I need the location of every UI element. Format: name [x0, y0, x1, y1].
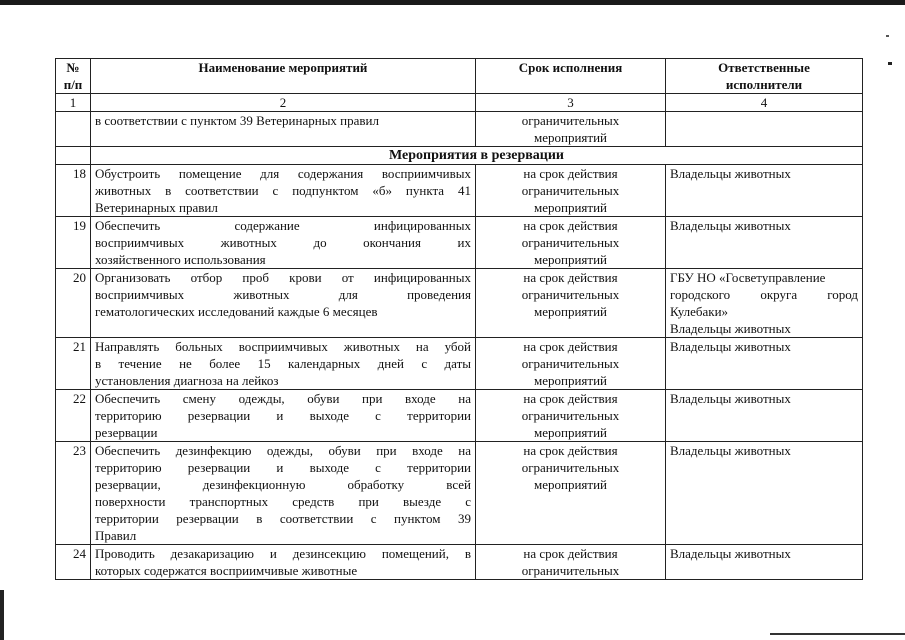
term-line: мероприятий	[534, 304, 607, 319]
measure-name-line: резервации	[95, 425, 158, 440]
term-line: мероприятий	[534, 130, 607, 145]
table-row	[56, 338, 863, 390]
measure-name	[91, 165, 476, 217]
measure-name-line: Правил	[95, 528, 137, 543]
row-number: 24	[56, 545, 91, 580]
column-index: 1	[56, 94, 91, 112]
term-line: ограничительных	[521, 287, 620, 302]
term-line: мероприятий	[534, 373, 607, 388]
responsible-line: Владельцы животных	[670, 166, 791, 181]
scan-edge-mark	[0, 590, 4, 640]
term-line: на срок действия	[523, 443, 618, 458]
measure-name	[91, 338, 476, 390]
section-row	[56, 147, 863, 165]
table-row	[56, 269, 863, 338]
measure-name	[91, 545, 476, 580]
scan-top-border	[0, 0, 905, 5]
measure-name-line: территорию резервации и выходе с территории	[95, 460, 471, 475]
measure-name-line: которых содержатся восприимчивые животные	[95, 563, 358, 578]
measure-name-line: Обеспечить содержание инфицированных	[95, 218, 471, 233]
term-line: на срок действия	[523, 166, 618, 181]
term-line: на срок действия	[523, 218, 618, 233]
column-index: 4	[666, 94, 863, 112]
header-responsible-line: Ответственные	[718, 60, 810, 75]
measure-name-line: Обустроить помещение для содержания восприимчивых	[95, 166, 471, 181]
measure-name-line: резервации, дезинфекционную обработку всей	[95, 477, 471, 492]
measure-name-line: установления диагноза на лейкоз	[95, 373, 279, 388]
term-line: на срок действия	[523, 270, 618, 285]
measure-name-line: восприимчивых животных для проведения	[95, 287, 471, 302]
measure-name-line: поверхности транспортных средств при выезде с	[95, 494, 471, 509]
column-index: 2	[91, 94, 476, 112]
table-row	[56, 442, 863, 545]
measure-name-line: Ветеринарных правил	[95, 200, 218, 215]
continuation-row	[56, 112, 863, 147]
responsible-line: Владельцы животных	[670, 218, 791, 233]
term-line: мероприятий	[534, 477, 607, 492]
measure-name-line: территории резервации в соответствии с пунктом 39	[95, 511, 471, 526]
header-responsible	[666, 59, 863, 94]
scan-edge-mark	[770, 633, 905, 635]
measure-term	[476, 545, 666, 580]
measure-name-line: в течение не более 15 календарных дней с даты	[95, 356, 471, 371]
measure-name-line: Обеспечить смену одежды, обуви при входе на	[95, 391, 471, 406]
table-row	[56, 165, 863, 217]
term-line: ограничительных	[521, 563, 620, 578]
term-line: ограничительных	[521, 183, 620, 198]
responsible-line: Кулебаки»	[670, 304, 729, 319]
measure-name-line: территорию резервации и выходе с территории	[95, 408, 471, 423]
measure-name-line: восприимчивых животных до окончания их	[95, 235, 471, 250]
column-index-row	[56, 94, 863, 112]
header-number-line: №	[66, 60, 80, 75]
header-responsible-line: исполнители	[725, 77, 803, 92]
measure-term	[476, 165, 666, 217]
measure-responsible	[666, 269, 863, 338]
measure-name-line: животных в соответствии с подпунктом «б» пункта 41	[95, 183, 471, 198]
measure-term	[476, 390, 666, 442]
responsible-line: Владельцы животных	[670, 339, 791, 354]
table-row	[56, 217, 863, 269]
responsible-line: городского округа город	[670, 287, 858, 302]
term-line: ограничительных	[521, 356, 620, 371]
measure-name-line: хозяйственного использования	[95, 252, 266, 267]
row-number: 19	[56, 217, 91, 269]
responsible-line: ГБУ НО «Госветуправление	[670, 270, 826, 285]
measure-responsible	[666, 112, 863, 147]
measure-responsible	[666, 442, 863, 545]
measure-name	[91, 442, 476, 545]
section-spacer	[56, 147, 91, 165]
table-row	[56, 390, 863, 442]
responsible-line: Владельцы животных	[670, 321, 791, 336]
header-row	[56, 59, 863, 94]
section-title: Мероприятия в резервации	[91, 147, 863, 165]
row-number: 20	[56, 269, 91, 338]
row-number: 22	[56, 390, 91, 442]
measures-table	[55, 58, 863, 580]
measure-term	[476, 269, 666, 338]
measure-term	[476, 442, 666, 545]
row-number: 18	[56, 165, 91, 217]
term-line: мероприятий	[534, 252, 607, 267]
responsible-line: Владельцы животных	[670, 443, 791, 458]
measure-responsible	[666, 217, 863, 269]
term-line: мероприятий	[534, 200, 607, 215]
term-line: ограничительных	[521, 235, 620, 250]
header-number	[56, 59, 91, 94]
measure-responsible	[666, 390, 863, 442]
measure-responsible	[666, 338, 863, 390]
row-number: 21	[56, 338, 91, 390]
measure-term	[476, 338, 666, 390]
term-line: на срок действия	[523, 391, 618, 406]
header-name: Наименование мероприятий	[91, 59, 476, 94]
row-number	[56, 112, 91, 147]
measure-term	[476, 112, 666, 147]
measure-name	[91, 390, 476, 442]
scan-speck	[888, 62, 892, 65]
header-number-line: п/п	[63, 77, 83, 92]
term-line: на срок действия	[523, 339, 618, 354]
measure-name-line: Проводить дезакаризацию и дезинсекцию помещений, в	[95, 546, 471, 561]
measure-name: в соответствии с пунктом 39 Ветеринарных правил	[91, 112, 476, 147]
term-line: мероприятий	[534, 425, 607, 440]
term-line: ограничительных	[521, 408, 620, 423]
measure-name-line: Организовать отбор проб крови от инфицированных	[95, 270, 471, 285]
measure-responsible	[666, 545, 863, 580]
measure-name	[91, 269, 476, 338]
measure-name-line: Направлять больных восприимчивых животных на убой	[95, 339, 471, 354]
responsible-line: Владельцы животных	[670, 546, 791, 561]
term-line: ограничительных	[521, 113, 620, 128]
term-line: ограничительных	[521, 460, 620, 475]
row-number: 23	[56, 442, 91, 545]
measure-term	[476, 217, 666, 269]
measure-name-line: гематологических исследований каждые 6 месяцев	[95, 304, 378, 319]
responsible-line: Владельцы животных	[670, 391, 791, 406]
measure-name	[91, 217, 476, 269]
term-line: на срок действия	[523, 546, 618, 561]
scan-speck	[886, 35, 889, 37]
measure-name-line: Обеспечить дезинфекцию одежды, обуви при входе на	[95, 443, 471, 458]
header-term: Срок исполнения	[476, 59, 666, 94]
column-index: 3	[476, 94, 666, 112]
measure-responsible	[666, 165, 863, 217]
table-row	[56, 545, 863, 580]
